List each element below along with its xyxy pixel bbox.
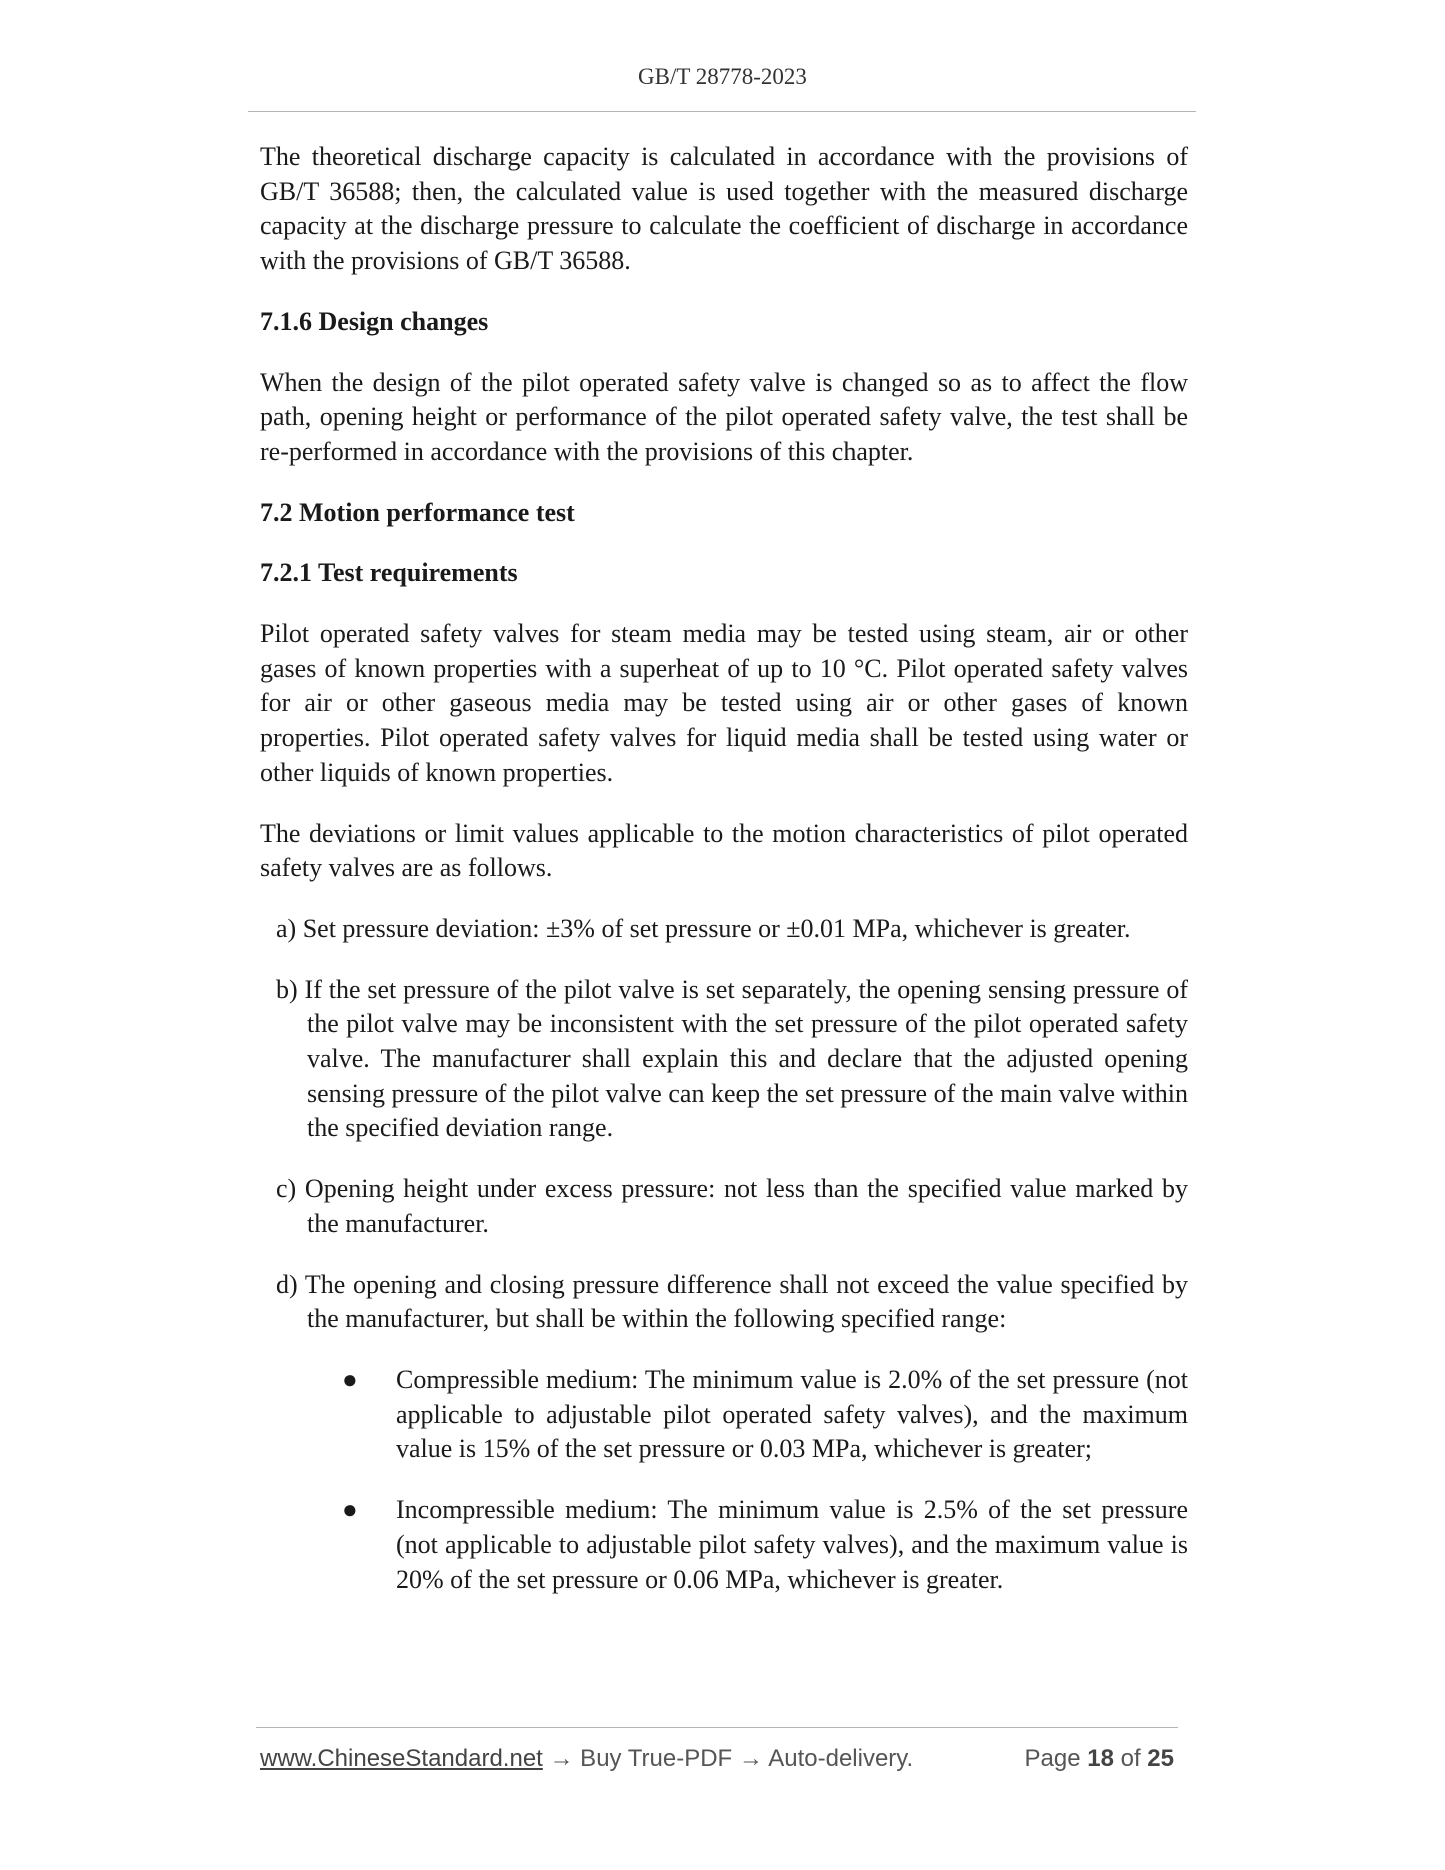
list-item-c: c) Opening height under excess pressure: not less than the specified value marked by the manufacturer. bbox=[276, 1174, 1188, 1238]
bullet-text: Compressible medium: The minimum value is 2.0% of the set pressure (not applicable to adjustable pilot operated safety valves), and the maximum value is 15% of the set pressure or 0.03 MPa, whichever is greater; bbox=[396, 1364, 1188, 1464]
bullet-dot-icon: ● bbox=[342, 1364, 358, 1394]
list-item-b: b) If the set pressure of the pilot valve is set separately, the opening sensing pressure of the pilot valve may be inconsistent with the set pressure of the pilot operated safety valve. The manufacturer shall explain this and declare that the adjusted opening sensing pressure of the pilot valve can keep the set pressure of the main valve within the specified deviation range. bbox=[276, 974, 1188, 1143]
bullet-incompressible-medium bbox=[260, 1493, 1188, 1597]
promo-text: → Buy True-PDF → Auto-delivery. bbox=[542, 1745, 914, 1772]
paragraph-deviations-intro: The deviations or limit values applicable to the motion characteristics of pilot operated safety valves are as follows. bbox=[260, 818, 1188, 883]
bullet-compressible-medium bbox=[260, 1363, 1188, 1467]
document-body bbox=[260, 140, 1188, 1623]
list-item-a: a) Set pressure deviation: ±3% of set pressure or ±0.01 MPa, whichever is greater. bbox=[276, 913, 1131, 943]
list-item-d: d) The opening and closing pressure difference shall not exceed the value specified by the manufacturer, but shall be within the following specified range: bbox=[276, 1269, 1188, 1334]
paragraph-test-media: Pilot operated safety valves for steam media may be tested using steam, air or other gases of known properties with a superheat of up to 10 °C. Pilot operated safety valves for air or other gaseous media may be tested using air or other gases of known properties. Pilot operated safety valves for liquid media shall be tested using water or other liquids of known properties. bbox=[260, 619, 1188, 787]
paragraph-design-changes: When the design of the pilot operated safety valve is changed so as to affect the flow path, opening height or performance of the pilot operated safety valve, the test shall be re-performed in accordance with the provisions of this chapter. bbox=[260, 367, 1188, 466]
header-divider bbox=[248, 111, 1196, 112]
page-footer bbox=[260, 1745, 1180, 1779]
page-header: GB/T 28778-2023 bbox=[638, 64, 807, 89]
heading-7-2-1: 7.2.1 Test requirements bbox=[260, 558, 518, 588]
site-link[interactable]: www.ChineseStandard.net bbox=[260, 1745, 543, 1772]
page-indicator bbox=[1025, 1745, 1175, 1773]
page-total: 25 bbox=[1147, 1745, 1174, 1772]
page-label: Page bbox=[1024, 1745, 1081, 1772]
page-number: 18 bbox=[1087, 1745, 1114, 1772]
bullet-text: Incompressible medium: The minimum value is 2.5% of the set pressure (not applicable to adjustable pilot safety valves), and the maximum value is 20% of the set pressure or 0.06 MPa, whichever is greater. bbox=[396, 1495, 1188, 1594]
heading-7-1-6: 7.1.6 Design changes bbox=[260, 306, 489, 336]
footer-promo bbox=[260, 1745, 913, 1773]
bullet-dot-icon: ● bbox=[342, 1495, 358, 1525]
heading-7-2: 7.2 Motion performance test bbox=[260, 497, 575, 527]
paragraph-discharge-capacity: The theoretical discharge capacity is calculated in accordance with the provisions of GB/T 36588; then, the calculated value is used together with the measured discharge capacity at the discharge pressure to calculate the coefficient of discharge in accordance with the provisions of GB/T 36588. bbox=[260, 142, 1188, 276]
of-label: of bbox=[1120, 1745, 1141, 1772]
footer-divider bbox=[256, 1727, 1178, 1728]
